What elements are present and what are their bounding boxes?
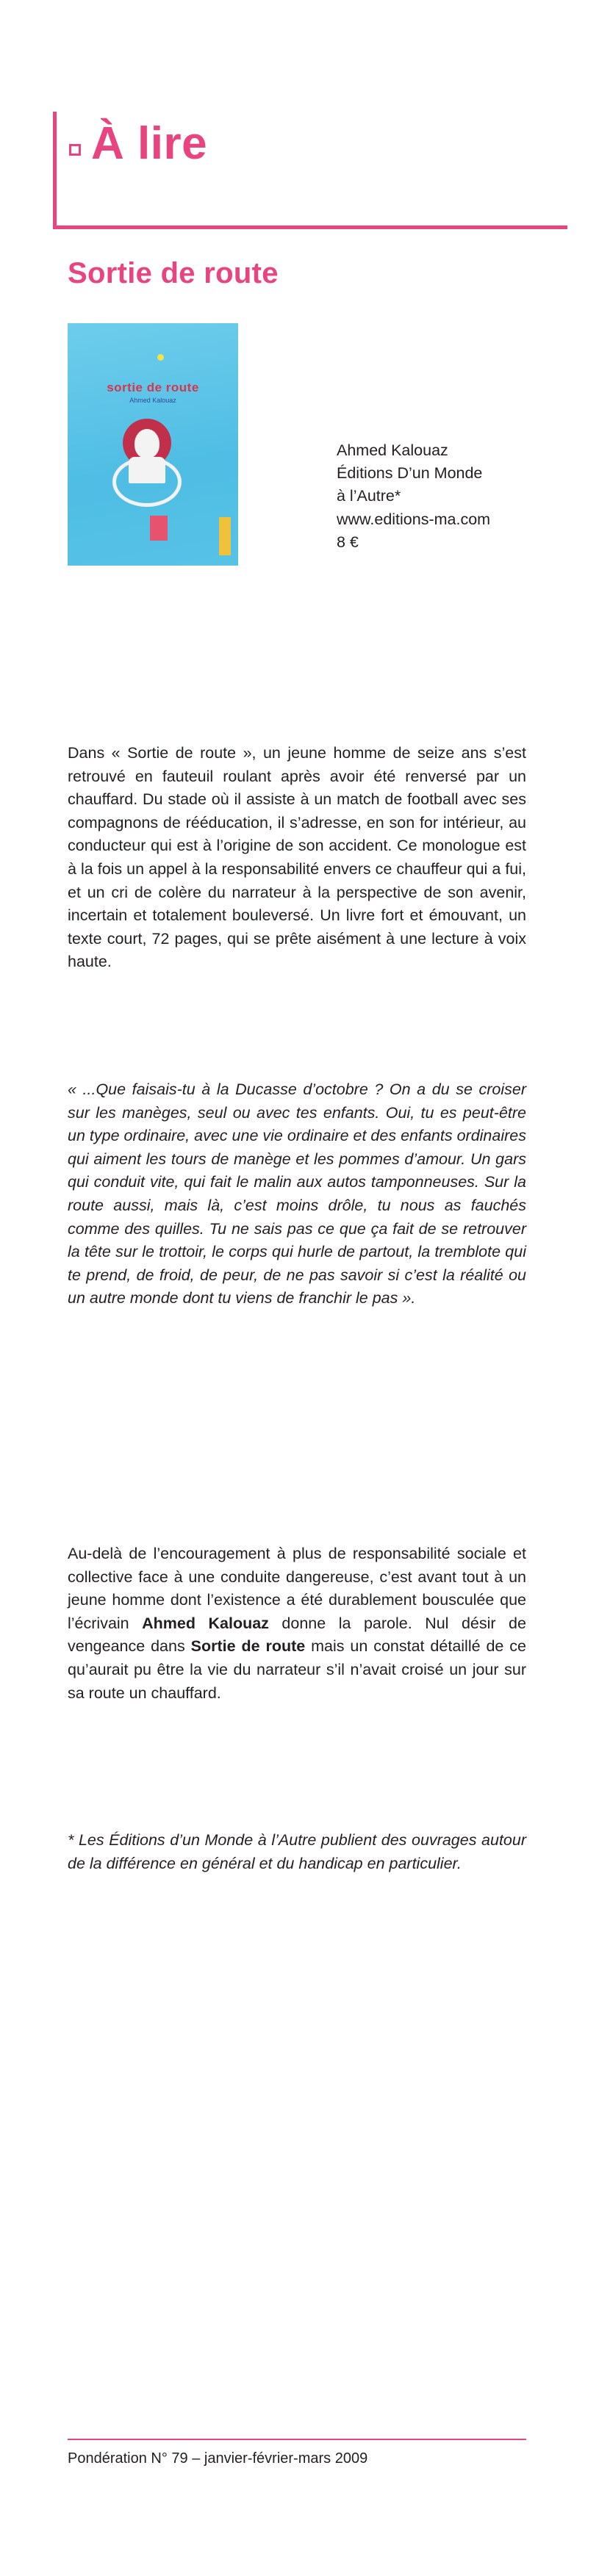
section-header — [53, 112, 567, 229]
paragraph-quote-text: « ...Que faisais-tu à la Ducasse d’octobre ? On a du se croiser sur les manèges, seul ou avec tes enfants. Oui, tu es peut-être un type ordinaire, avec une vie ordinaire et des enfants ordinaires qui aiment les tours de manège et les pommes d’amour. Un gars qui conduit vite, qui fait le malin aux autos tamponneuses. Sur la route aussi, mais là, c’est moins drôle, tu nous as fauchés comme des quilles. Tu ne sais pas ce que ça fait de se retrouver la tête sur le trottoir, le corps qui hurle de partout, la tremblote qui te prend, de froid, de peur, de ne pas savoir si c’est la réalité ou un autre monde dont tu viens de franchir le pas ». — [68, 1080, 526, 1307]
commentary-part-1: Au-delà de l’encouragement à plus de responsabilité sociale et collective face à une conduite dangereuse, c’est avant tout à un jeune homme dont l’existence a été durablement bousculée que l’écrivain — [68, 1545, 526, 1632]
footer-rule — [68, 2439, 526, 2440]
cover-spine-shape — [219, 517, 231, 555]
paragraph-footnote — [68, 1829, 526, 1875]
commentary-part-2: donne la parole. Nul désir de vengeance dans — [68, 1614, 526, 1656]
cover-face-shape — [134, 429, 159, 458]
cover-author-text: Ahmed Kalouaz — [129, 397, 176, 404]
article-title: Sortie de route — [68, 257, 279, 289]
paragraph-commentary-text — [68, 1543, 526, 1705]
commentary-author-name: Ahmed Kalouaz — [142, 1614, 269, 1632]
square-bullet-icon — [69, 144, 81, 156]
commentary-part-3: mais un constat détaillé de ce qu’aurait pu être la vie du narrateur s’il n’avait croisé un jour sur sa route un chauffard. — [68, 1637, 526, 1702]
book-publisher: Éditions D’un Monde — [337, 464, 483, 483]
paragraph-summary-text: Dans « Sortie de route », un jeune homme de seize ans s’est retrouvé en fauteuil roulant après avoir été renversé par un chauffard. Du stade où il assiste à un match de football avec ses compagnons de rééducation, il s’adresse, en son for intérieur, au conducteur qui est à l’origine de son accident. Ce monologue est à la fois un appel à la responsabilité envers ce chauffeur qui a fui, et un cri de colère du narrateur à la perspective de son avenir, incertain et totalement bouleversé. Un livre fort et émouvant, un texte court, 72 pages, qui se prête aisément à une lecture à voix haute. — [68, 744, 526, 971]
cover-wheelchair-illustration — [108, 419, 189, 507]
paragraph-summary — [68, 742, 526, 974]
paragraph-footnote-text: * Les Éditions d’un Monde à l’Autre publient des ouvrages autour de la différence en général et du handicap en particulier. — [68, 1831, 526, 1872]
paragraph-commentary — [68, 1543, 526, 1705]
header-left-rule — [53, 112, 57, 229]
section-title: À lire — [91, 118, 208, 169]
commentary-book-title: Sortie de route — [190, 1637, 306, 1656]
book-author: Ahmed Kalouaz — [337, 441, 448, 459]
footer-text: Pondération N° 79 – janvier-février-mars 2009 — [68, 2450, 368, 2467]
cover-dot-icon — [157, 354, 164, 361]
paragraph-quote — [68, 1078, 526, 1310]
book-metadata — [337, 439, 557, 554]
book-website[interactable]: www.editions-ma.com — [337, 510, 491, 528]
cover-title-text: sortie de route — [107, 380, 199, 394]
header-bottom-rule — [53, 226, 567, 229]
book-publisher-line2: à l’Autre* — [337, 487, 401, 505]
book-price: 8 € — [337, 533, 359, 551]
cover-badge-shape — [150, 516, 168, 541]
book-cover-image — [68, 323, 238, 566]
cover-wheel-shape — [112, 457, 182, 507]
